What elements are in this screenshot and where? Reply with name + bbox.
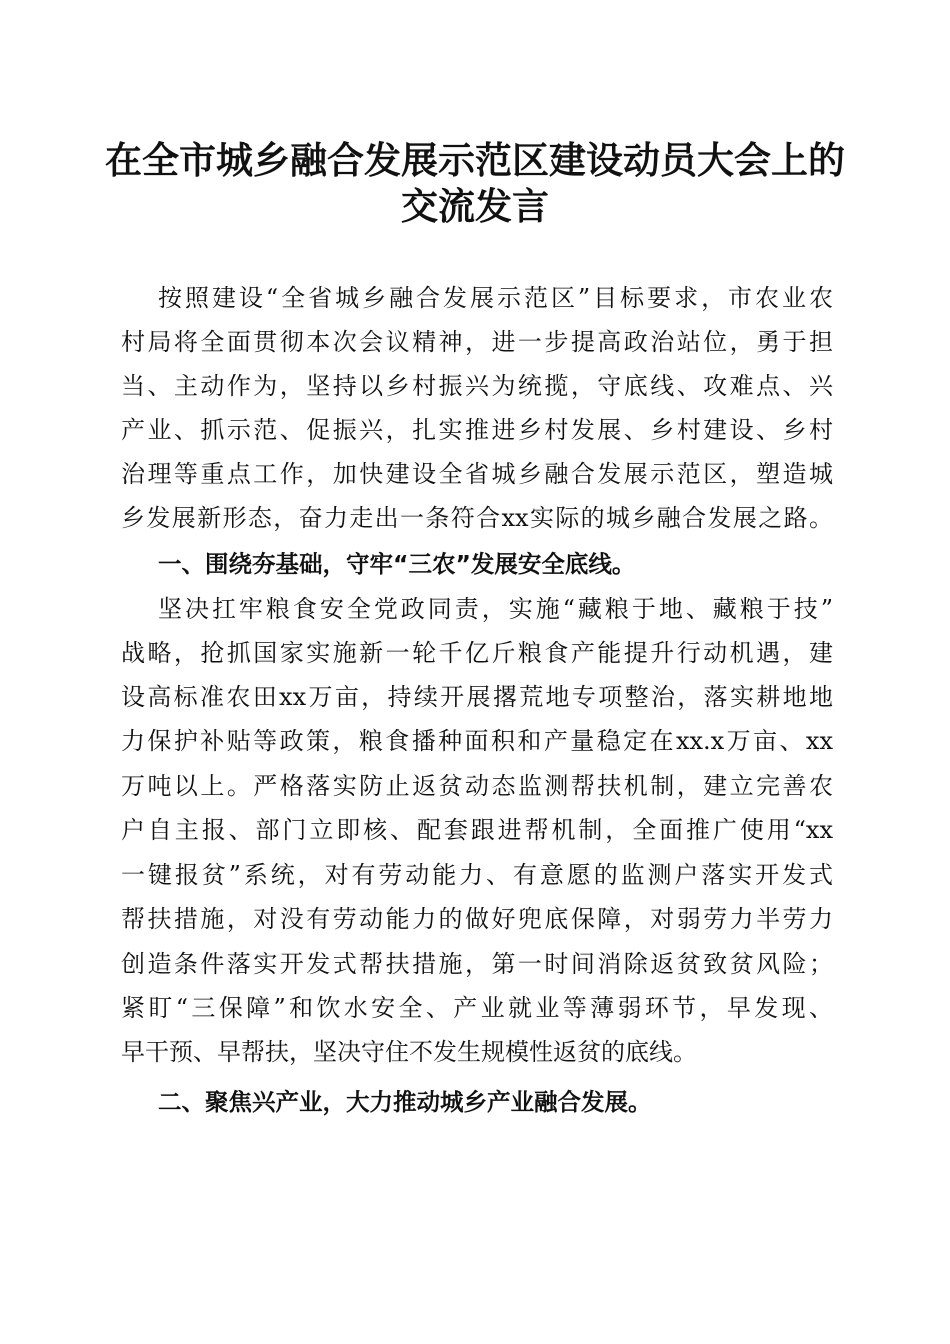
paragraph-line: 万吨以上。严格落实防止返贫动态监测帮扶机制，建立完善农 — [121, 772, 833, 800]
document-title-line-2: 交流发言 — [401, 184, 549, 228]
paragraph-line: 乡发展新形态，奋力走出一条符合xx实际的城乡融合发展之路。 — [121, 504, 833, 532]
paragraph-line: 治理等重点工作，加快建设全省城乡融合发展示范区，塑造城 — [121, 460, 833, 488]
paragraph-line: 坚决扛牢粮食安全党政同责，实施“藏粮于地、藏粮于技” — [158, 595, 833, 623]
paragraph-line: 村局将全面贯彻本次会议精神，进一步提高政治站位，勇于担 — [121, 328, 833, 356]
paragraph-line: 户自主报、部门立即核、配套跟进帮机制，全面推广使用“xx — [121, 816, 833, 844]
paragraph-line: 紧盯“三保障”和饮水安全、产业就业等薄弱环节，早发现、 — [121, 994, 833, 1022]
paragraph-line: 按照建设“全省城乡融合发展示范区”目标要求，市农业农 — [158, 284, 833, 312]
paragraph-line: 一键报贫”系统，对有劳动能力、有意愿的监测户落实开发式 — [121, 861, 833, 889]
paragraph-line: 创造条件落实开发式帮扶措施，第一时间消除返贫致贫风险； — [121, 950, 833, 978]
paragraph-line: 力保护补贴等政策，粮食播种面积和产量稳定在xx.x万亩、xx — [121, 727, 833, 755]
section-heading-1: 一、围绕夯基础，守牢“三农”发展安全底线。 — [158, 550, 636, 578]
document-title-line-1: 在全市城乡融合发展示范区建设动员大会上的 — [105, 138, 845, 182]
section-heading-2: 二、聚焦兴产业，大力推动城乡产业融合发展。 — [158, 1088, 652, 1116]
paragraph-line: 战略，抢抓国家实施新一轮千亿斤粮食产能提升行动机遇，建 — [121, 639, 833, 667]
paragraph-line: 早干预、早帮扶，坚决守住不发生规模性返贫的底线。 — [121, 1038, 697, 1066]
paragraph-line: 设高标准农田xx万亩，持续开展撂荒地专项整治，落实耕地地 — [121, 683, 833, 711]
paragraph-line: 当、主动作为，坚持以乡村振兴为统揽，守底线、攻难点、兴 — [121, 372, 833, 400]
paragraph-line: 产业、抓示范、促振兴，扎实推进乡村发展、乡村建设、乡村 — [121, 416, 833, 444]
paragraph-line: 帮扶措施，对没有劳动能力的做好兜底保障，对弱劳力半劳力 — [121, 905, 833, 933]
